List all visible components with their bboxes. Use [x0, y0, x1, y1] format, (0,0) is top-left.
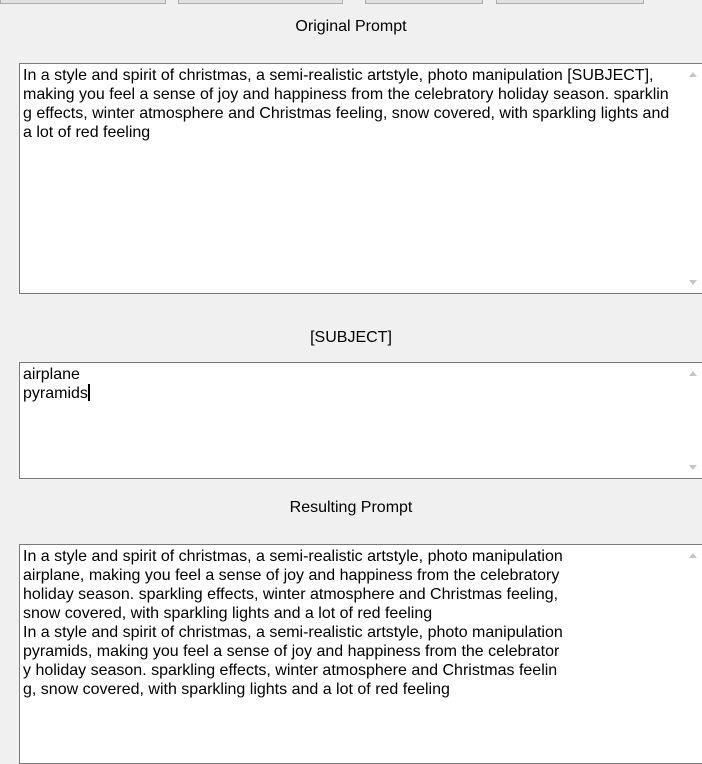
result-line: pyramids, making you feel a sense of joy and happiness from the celebrator	[23, 643, 560, 660]
resulting-prompt-text	[23, 547, 671, 699]
subject-text	[23, 365, 671, 403]
subject-line: pyramids	[23, 385, 88, 402]
resulting-prompt-textarea[interactable]	[19, 544, 702, 764]
resulting-prompt-label: Resulting Prompt	[289, 499, 413, 516]
subject-textarea[interactable]	[19, 362, 702, 479]
top-button-2[interactable]	[178, 0, 343, 4]
result-line: g, snow covered, with sparkling lights and a lot of red feeling	[23, 681, 450, 698]
top-button-4[interactable]	[496, 0, 644, 4]
result-line: In a style and spirit of christmas, a semi-realistic artstyle, photo manipulation	[23, 624, 563, 641]
scroll-up-icon[interactable]	[689, 553, 697, 558]
original-prompt-textarea[interactable]	[19, 63, 702, 294]
text-caret	[88, 384, 90, 401]
original-prompt-scrollbar[interactable]	[685, 64, 702, 293]
scroll-up-icon[interactable]	[689, 371, 697, 376]
subject-label: [SUBJECT]	[310, 329, 392, 346]
original-prompt-label: Original Prompt	[295, 18, 407, 35]
result-line: In a style and spirit of christmas, a semi-realistic artstyle, photo manipulation	[23, 548, 563, 565]
top-button-3[interactable]	[365, 0, 483, 4]
top-button-1[interactable]	[0, 0, 166, 4]
resulting-prompt-scrollbar[interactable]	[685, 545, 702, 763]
result-line: airplane, making you feel a sense of joy and happiness from the celebratory	[23, 567, 560, 584]
result-line: y holiday season. sparkling effects, winter atmosphere and Christmas feelin	[23, 662, 558, 679]
scroll-down-icon[interactable]	[689, 465, 697, 470]
result-line: snow covered, with sparkling lights and a lot of red feeling	[23, 605, 433, 622]
subject-line: airplane	[23, 366, 80, 383]
scroll-up-icon[interactable]	[689, 72, 697, 77]
scroll-down-icon[interactable]	[689, 280, 697, 285]
subject-scrollbar[interactable]	[685, 363, 702, 478]
result-line: holiday season. sparkling effects, winter atmosphere and Christmas feeling,	[23, 586, 559, 603]
original-prompt-text: In a style and spirit of christmas, a semi-realistic artstyle, photo manipulation [SUBJECT], making you feel a sense of joy and happiness from the celebratory holiday season. sparkling effects, winter atmosphere and Christmas feeling, snow covered, with sparkling lights and a lot of red feeling	[23, 67, 674, 141]
